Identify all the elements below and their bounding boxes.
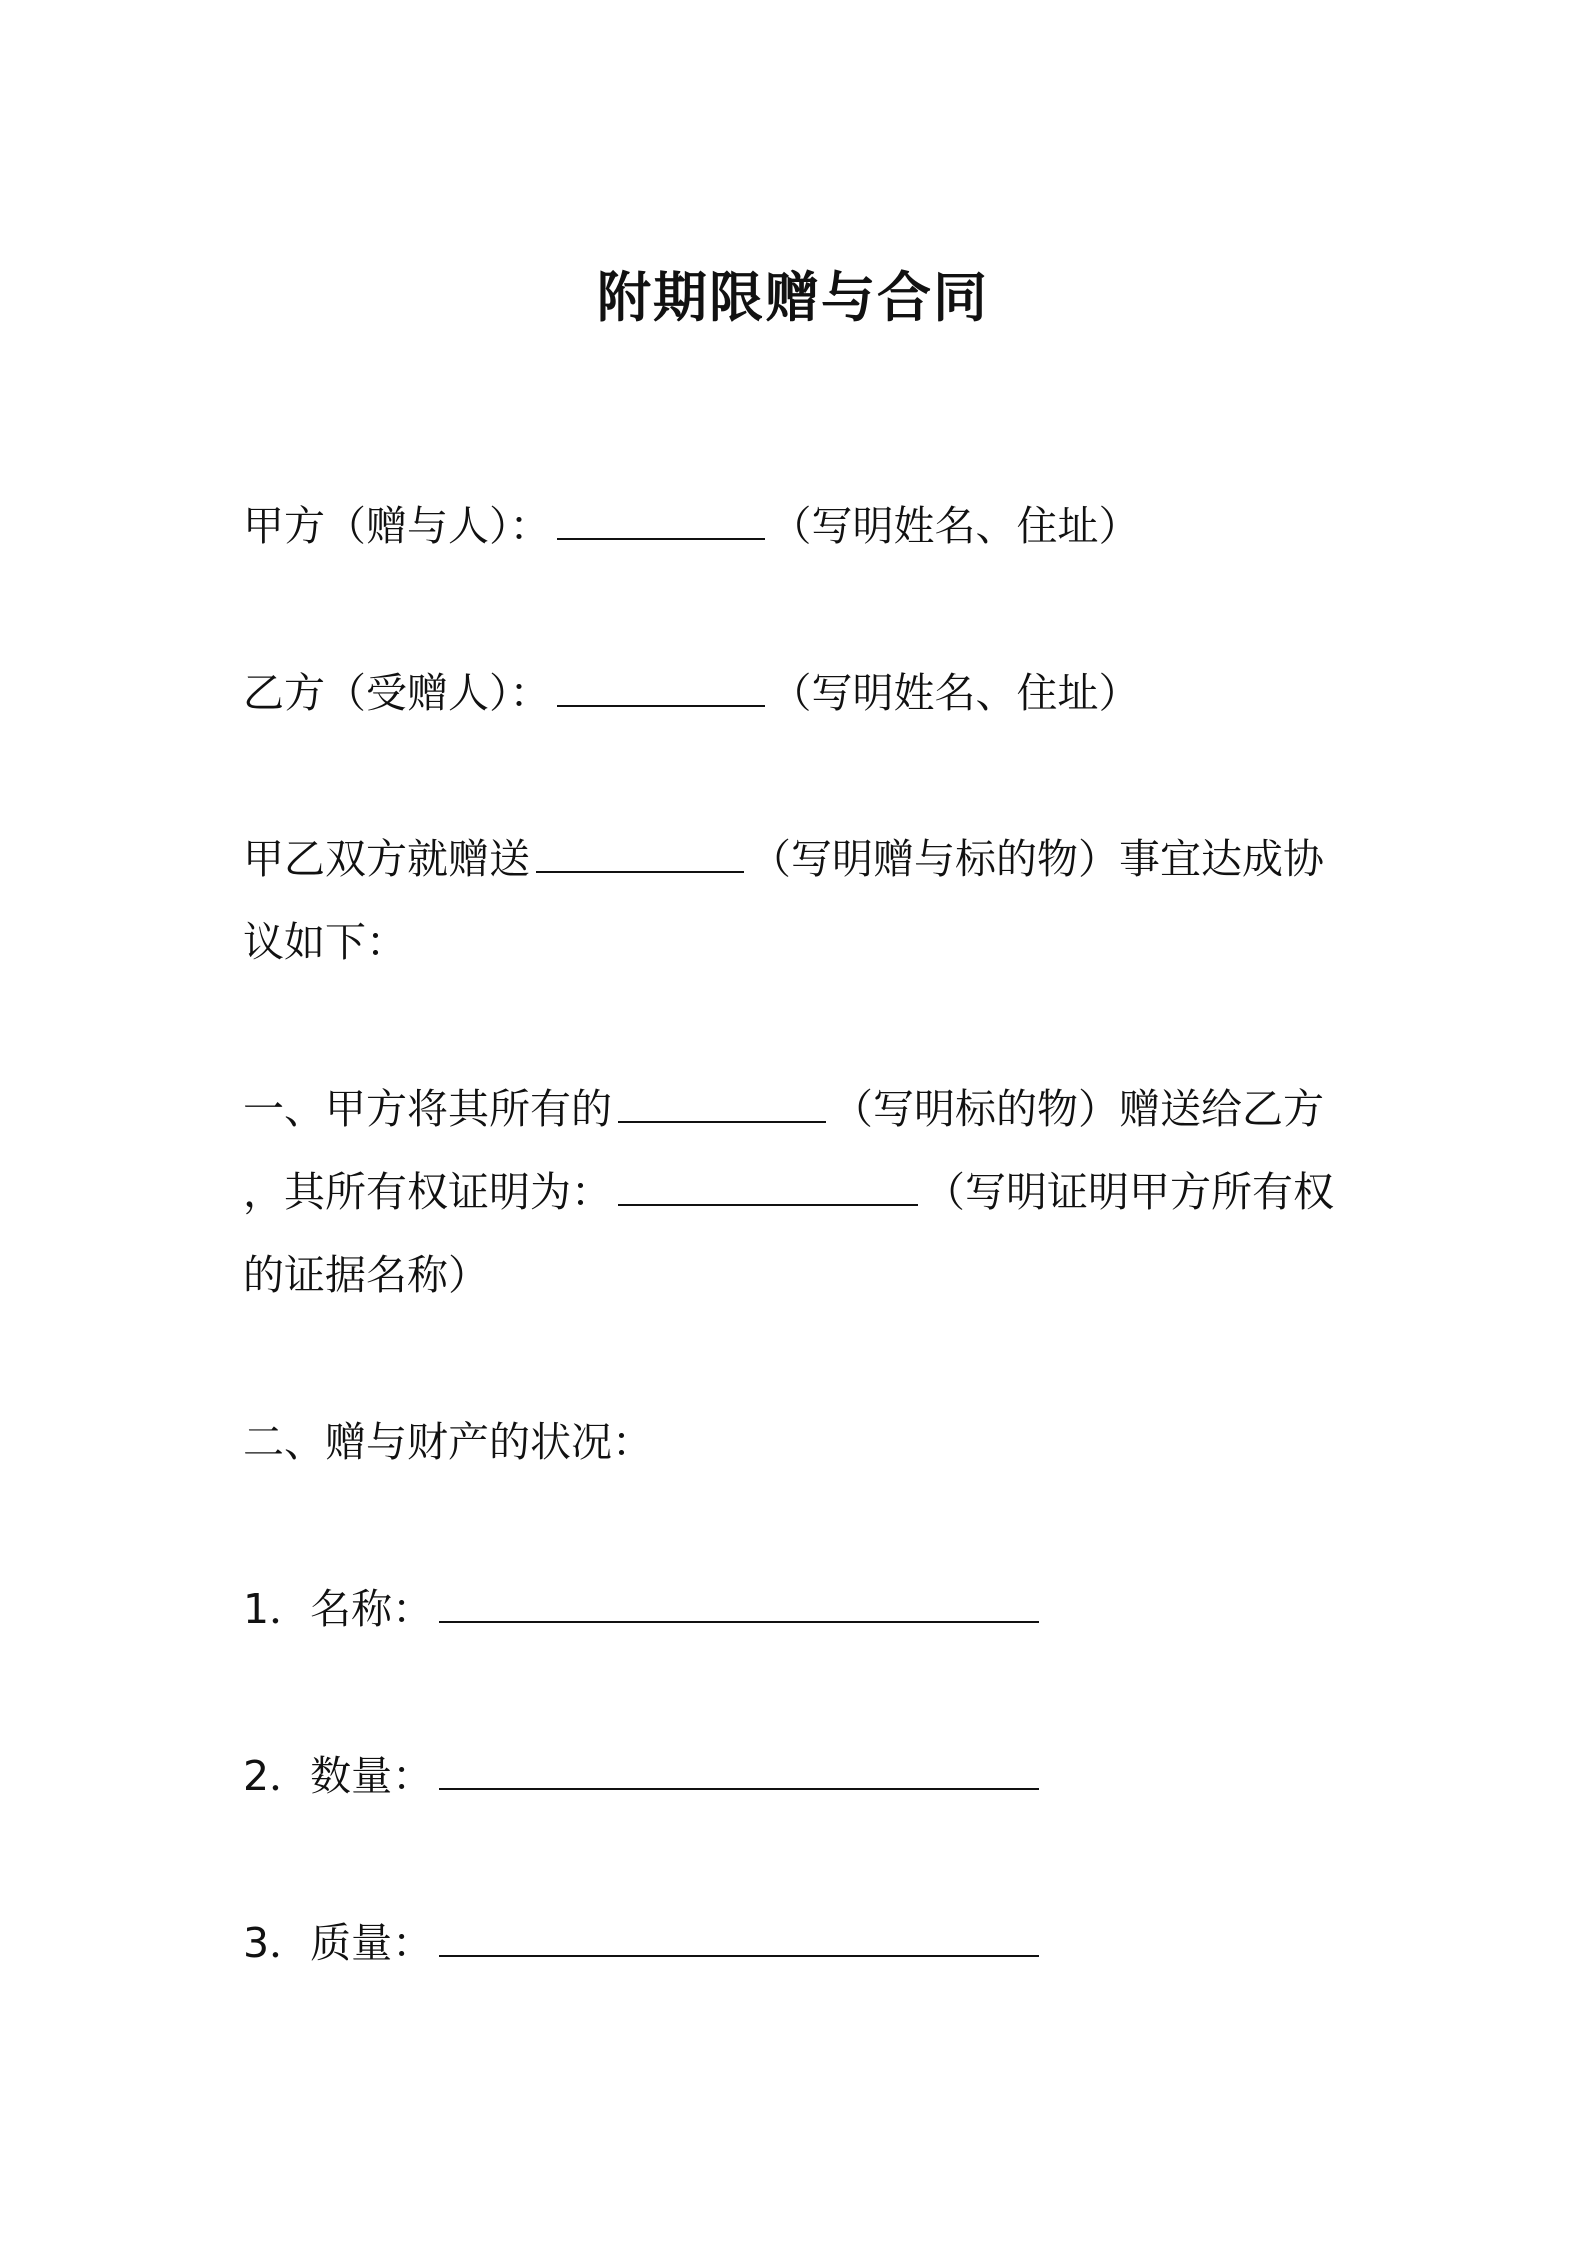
- item-quality-blank: [439, 1921, 1039, 1957]
- document-title: 附期限赠与合同: [597, 266, 989, 329]
- clause-2-heading: 二、赠与财产的状况：: [243, 1418, 653, 1466]
- clause-1-line2-prefix: ，其所有权证明为：: [243, 1168, 612, 1216]
- party-b-line: [243, 652, 1353, 735]
- party-a-blank: [557, 504, 765, 540]
- party-a-label: 甲方（赠与人）：: [243, 502, 551, 550]
- party-b-hint: （写明姓名、住址）: [770, 669, 1140, 717]
- clause-1-paragraph: [243, 1068, 1353, 1317]
- clause-1-line3: 的证据名称）: [243, 1251, 489, 1299]
- clause-1-proof-blank: [618, 1170, 918, 1206]
- intro-paragraph: [243, 818, 1353, 984]
- item-quantity-line: [243, 1735, 1353, 1818]
- item-name-blank: [439, 1587, 1039, 1623]
- party-b-blank: [557, 671, 765, 707]
- item-name-line: [243, 1568, 1353, 1651]
- intro-line2: 议如下：: [243, 918, 407, 966]
- item-name-label: 1．名称：: [243, 1585, 434, 1633]
- party-b-label: 乙方（受赠人）：: [243, 669, 551, 717]
- intro-blank: [536, 837, 744, 873]
- clause-1-blank: [618, 1087, 826, 1123]
- intro-prefix: 甲乙双方就赠送: [243, 835, 530, 883]
- item-quality-line: [243, 1902, 1353, 1985]
- clause-1-hint: （写明标的物）赠送给乙方: [832, 1085, 1324, 1133]
- intro-hint: （写明赠与标的物）事宜达成协: [750, 835, 1324, 883]
- party-a-line: [243, 485, 1353, 568]
- party-a-hint: （写明姓名、住址）: [770, 502, 1140, 550]
- item-quality-label: 3．质量：: [243, 1919, 434, 1967]
- item-quantity-label: 2．数量：: [243, 1752, 434, 1800]
- item-quantity-blank: [439, 1754, 1039, 1790]
- clause-1-prefix: 一、甲方将其所有的: [243, 1085, 612, 1133]
- clause-1-line2-hint: （写明证明甲方所有权: [924, 1168, 1334, 1216]
